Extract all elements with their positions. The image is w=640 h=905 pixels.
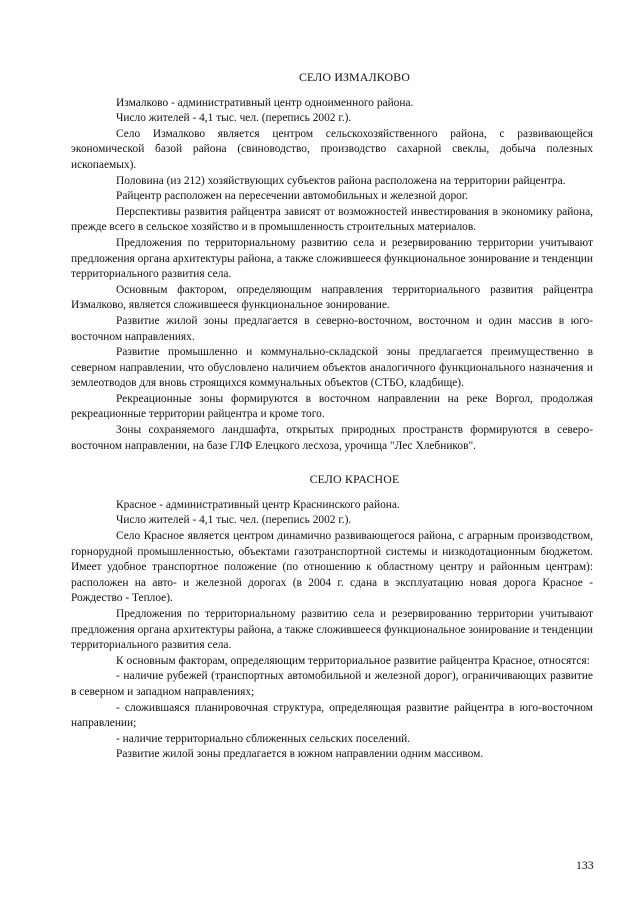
paragraph: Основным фактором, определяющим направления территориального развития райцентра Измалково, является сложившееся функциональное зонирование. — [71, 283, 593, 312]
list-item: - наличие рубежей (транспортных автомобильной и железной дорог), ограничивающих развитие в северном и западном направлениях; — [71, 670, 593, 698]
paragraph: Село Измалково является центром сельскохозяйственного района, с развивающейся экономической базой района (свиноводство, производство сахарной свеклы, добыча полезных ископаемых). — [71, 127, 593, 171]
paragraph: Число жителей - 4,1 тыс. чел. (перепись 2002 г.). — [116, 514, 352, 527]
paragraph: Половина (из 212) хозяйствующих субъектов района расположена на территории райцентра. — [116, 174, 566, 187]
paragraph: Зоны сохраняемого ландшафта, открытых природных пространств формируются в северо-восточном направлении, на базе ГЛФ Елецкого лесхоза, урочища "Лес Хлебников". — [71, 424, 593, 452]
list-item: - сложившаяся планировочная структура, определяющая развитие райцентра в юго-восточном направлении; — [71, 701, 593, 730]
section-title-krasnoe: СЕЛО КРАСНОЕ — [309, 472, 400, 487]
paragraph: Перспективы развития райцентра зависят от возможностей инвестирования в экономику района, прежде всего в сельское хозяйство и в промышленность строительных материалов. — [71, 205, 593, 234]
paragraph: Красное - административный центр Краснинского района. — [116, 498, 400, 511]
paragraph: Развитие промышленно и коммунально-складской зоны предлагается преимущественно в северном направлении, что обусловлено наличием объектов аналогичного функционального назначения и землеотводов для вновь строящихся коммунальных объектов (СТБО, кладбище). — [71, 346, 593, 390]
paragraph: Развитие жилой зоны предлагается в южном направлении одним массивом. — [116, 748, 484, 761]
paragraph: Райцентр расположен на пересечении автомобильных и железной дорог. — [116, 190, 469, 203]
paragraph: Рекреационные зоны формируются в восточном направлении на реке Воргол, продолжая рекреационные территории райцентра и кроме того. — [71, 392, 593, 421]
paragraph: Измалково - административный центр одноименного района. — [116, 96, 414, 109]
page-number: 133 — [576, 858, 594, 872]
paragraph: Развитие жилой зоны предлагается в северно-восточном, восточном и один массив в юго-восточном направлениях. — [71, 314, 593, 343]
paragraph: Число жителей - 4,1 тыс. чел. (перепись 2002 г.). — [116, 112, 352, 125]
list-item: - наличие территориально сближенных сельских поселений. — [116, 732, 411, 745]
paragraph: Предложения по территориальному развитию села и резервированию территории учитывают предложения органа архитектуры района, а также сложившееся функциональное зонирование и тенденции территориального развития села. — [71, 236, 593, 281]
paragraph: Село Красное является центром динамично развивающегося района, с аграрным производством, горнорудной промышленностью, объектами газотранспортной системы и низкодотационным бюджетом. Имеет удобное транспортное положение (по отношению к областному центру и районным центрам): расположен на авто- и железной дорогах (в 2004 г. сдана в эксплуатацию новая дорога Красное - Рождество - Теплое). — [71, 530, 593, 605]
section-title-izmalkovo: СЕЛО ИЗМАЛКОВО — [298, 70, 411, 84]
paragraph: К основным факторам, определяющим территориальное развитие райцентра Красное, относятся: — [116, 654, 590, 667]
document-page — [71, 70, 593, 763]
paragraph: Предложения по территориальному развитию села и резервированию территории учитывают предложения органа архитектуры района, а также сложившееся функциональное зонирование и тенденции территориального развития села. — [71, 608, 593, 652]
